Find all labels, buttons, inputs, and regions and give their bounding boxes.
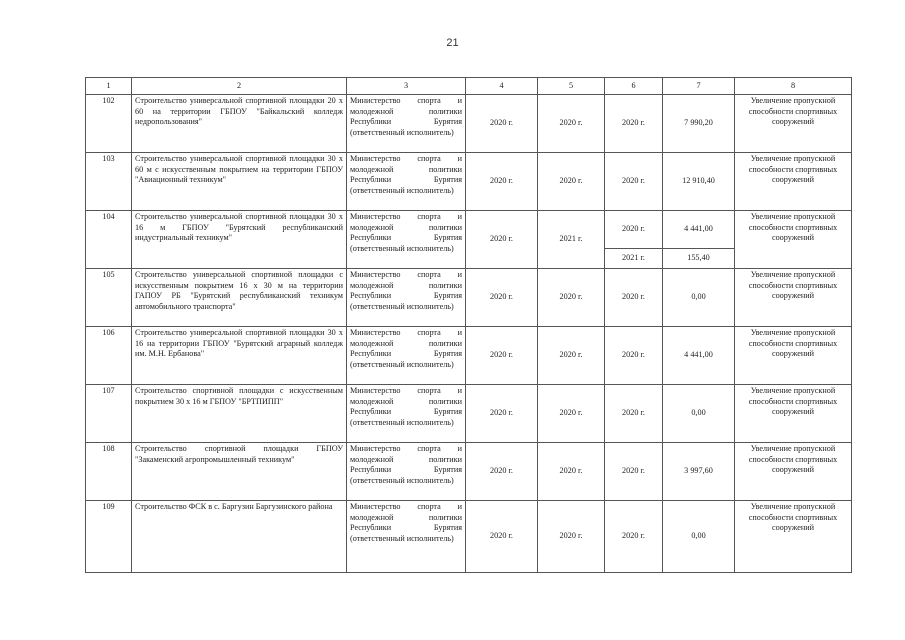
- project-name: Строительство спортивной площадки ГБПОУ "Закаменский агропромышленный техникум": [132, 443, 347, 501]
- data-table: [85, 77, 852, 573]
- end-year: 2020 г.: [538, 269, 605, 327]
- end-year: 2020 г.: [538, 327, 605, 385]
- column-header: 3: [347, 78, 466, 95]
- funding-amount: 12 910,40: [663, 153, 735, 211]
- executor: Министерство спорта и молодежной политики Республики Бурятия (ответственный исполнитель): [347, 95, 466, 153]
- expected-result: Увеличение пропускной способности спортивных сооружений: [735, 385, 852, 443]
- end-year: 2020 г.: [538, 95, 605, 153]
- funding-year: 2020 г.: [605, 211, 663, 249]
- table-row: [86, 95, 852, 153]
- start-year: 2020 г.: [466, 153, 538, 211]
- funding-amount: 0,00: [663, 385, 735, 443]
- row-number: 105: [86, 269, 132, 327]
- column-header: 8: [735, 78, 852, 95]
- table-row: [86, 327, 852, 385]
- start-year: 2020 г.: [466, 327, 538, 385]
- column-header: 4: [466, 78, 538, 95]
- table-row: [86, 153, 852, 211]
- funding-amount: 4 441,00: [663, 211, 735, 249]
- executor: Министерство спорта и молодежной политики Республики Бурятия (ответственный исполнитель): [347, 327, 466, 385]
- funding-amount: 7 990,20: [663, 95, 735, 153]
- funding-amount: 4 441,00: [663, 327, 735, 385]
- expected-result: Увеличение пропускной способности спортивных сооружений: [735, 443, 852, 501]
- column-header: 1: [86, 78, 132, 95]
- start-year: 2020 г.: [466, 385, 538, 443]
- start-year: 2020 г.: [466, 501, 538, 573]
- expected-result: Увеличение пропускной способности спортивных сооружений: [735, 95, 852, 153]
- row-number: 102: [86, 95, 132, 153]
- expected-result: Увеличение пропускной способности спортивных сооружений: [735, 153, 852, 211]
- row-number: 104: [86, 211, 132, 269]
- start-year: 2020 г.: [466, 95, 538, 153]
- executor: Министерство спорта и молодежной политики Республики Бурятия (ответственный исполнитель): [347, 269, 466, 327]
- funding-year: 2020 г.: [605, 153, 663, 211]
- executor: Министерство спорта и молодежной политики Республики Бурятия (ответственный исполнитель): [347, 443, 466, 501]
- funding-year: 2020 г.: [605, 443, 663, 501]
- column-header: 2: [132, 78, 347, 95]
- start-year: 2020 г.: [466, 443, 538, 501]
- funding-year: 2020 г.: [605, 385, 663, 443]
- funding-amount: 0,00: [663, 269, 735, 327]
- funding-amount: 155,40: [663, 249, 735, 269]
- end-year: 2020 г.: [538, 153, 605, 211]
- project-name: Строительство универсальной спортивной площадки 20 х 60 на территории ГБПОУ "Байкальский колледж недропользования": [132, 95, 347, 153]
- project-name: Строительство ФСК в с. Баргузин Баргузинского района: [132, 501, 347, 573]
- expected-result: Увеличение пропускной способности спортивных сооружений: [735, 211, 852, 269]
- expected-result: Увеличение пропускной способности спортивных сооружений: [735, 269, 852, 327]
- table-row: [86, 385, 852, 443]
- funding-year: 2020 г.: [605, 269, 663, 327]
- funding-year: 2020 г.: [605, 95, 663, 153]
- executor: Министерство спорта и молодежной политики Республики Бурятия (ответственный исполнитель): [347, 153, 466, 211]
- end-year: 2020 г.: [538, 501, 605, 573]
- table-row: [86, 443, 852, 501]
- column-header: 6: [605, 78, 663, 95]
- funding-year: 2020 г.: [605, 501, 663, 573]
- table-row: [86, 269, 852, 327]
- header-row: [86, 78, 852, 95]
- start-year: 2020 г.: [466, 269, 538, 327]
- executor: Министерство спорта и молодежной политики Республики Бурятия (ответственный исполнитель): [347, 211, 466, 269]
- funding-year: 2020 г.: [605, 327, 663, 385]
- project-name: Строительство спортивной площадки с искусственным покрытием 30 х 16 м ГБПОУ "БРТПИПП": [132, 385, 347, 443]
- row-number: 106: [86, 327, 132, 385]
- funding-year: 2021 г.: [605, 249, 663, 269]
- table-row: [86, 501, 852, 573]
- row-number: 109: [86, 501, 132, 573]
- project-name: Строительство универсальной спортивной площадки с искусственным покрытием 16 х 30 м на территории ГАПОУ РБ "Бурятский республиканский техникум автомобильного транспорта": [132, 269, 347, 327]
- project-name: Строительство универсальной спортивной площадки 30 х 16 на территории ГБПОУ "Бурятский аграрный колледж им. М.Н. Ербанова": [132, 327, 347, 385]
- row-number: 108: [86, 443, 132, 501]
- end-year: 2020 г.: [538, 385, 605, 443]
- page-number: 21: [446, 37, 459, 49]
- expected-result: Увеличение пропускной способности спортивных сооружений: [735, 501, 852, 573]
- end-year: 2021 г.: [538, 211, 605, 269]
- funding-amount: 0,00: [663, 501, 735, 573]
- executor: Министерство спорта и молодежной политики Республики Бурятия (ответственный исполнитель): [347, 501, 466, 573]
- executor: Министерство спорта и молодежной политики Республики Бурятия (ответственный исполнитель): [347, 385, 466, 443]
- row-number: 107: [86, 385, 132, 443]
- row-number: 103: [86, 153, 132, 211]
- project-name: Строительство универсальной спортивной площадки 30 х 60 м с искусственным покрытием на территории ГБПОУ "Авиационный техникум": [132, 153, 347, 211]
- start-year: 2020 г.: [466, 211, 538, 269]
- table-row: [86, 211, 852, 249]
- project-name: Строительство универсальной спортивной площадки 30 х 16 м ГБПОУ "Бурятский республиканский индустриальный техникум": [132, 211, 347, 269]
- column-header: 7: [663, 78, 735, 95]
- expected-result: Увеличение пропускной способности спортивных сооружений: [735, 327, 852, 385]
- end-year: 2020 г.: [538, 443, 605, 501]
- funding-amount: 3 997,60: [663, 443, 735, 501]
- column-header: 5: [538, 78, 605, 95]
